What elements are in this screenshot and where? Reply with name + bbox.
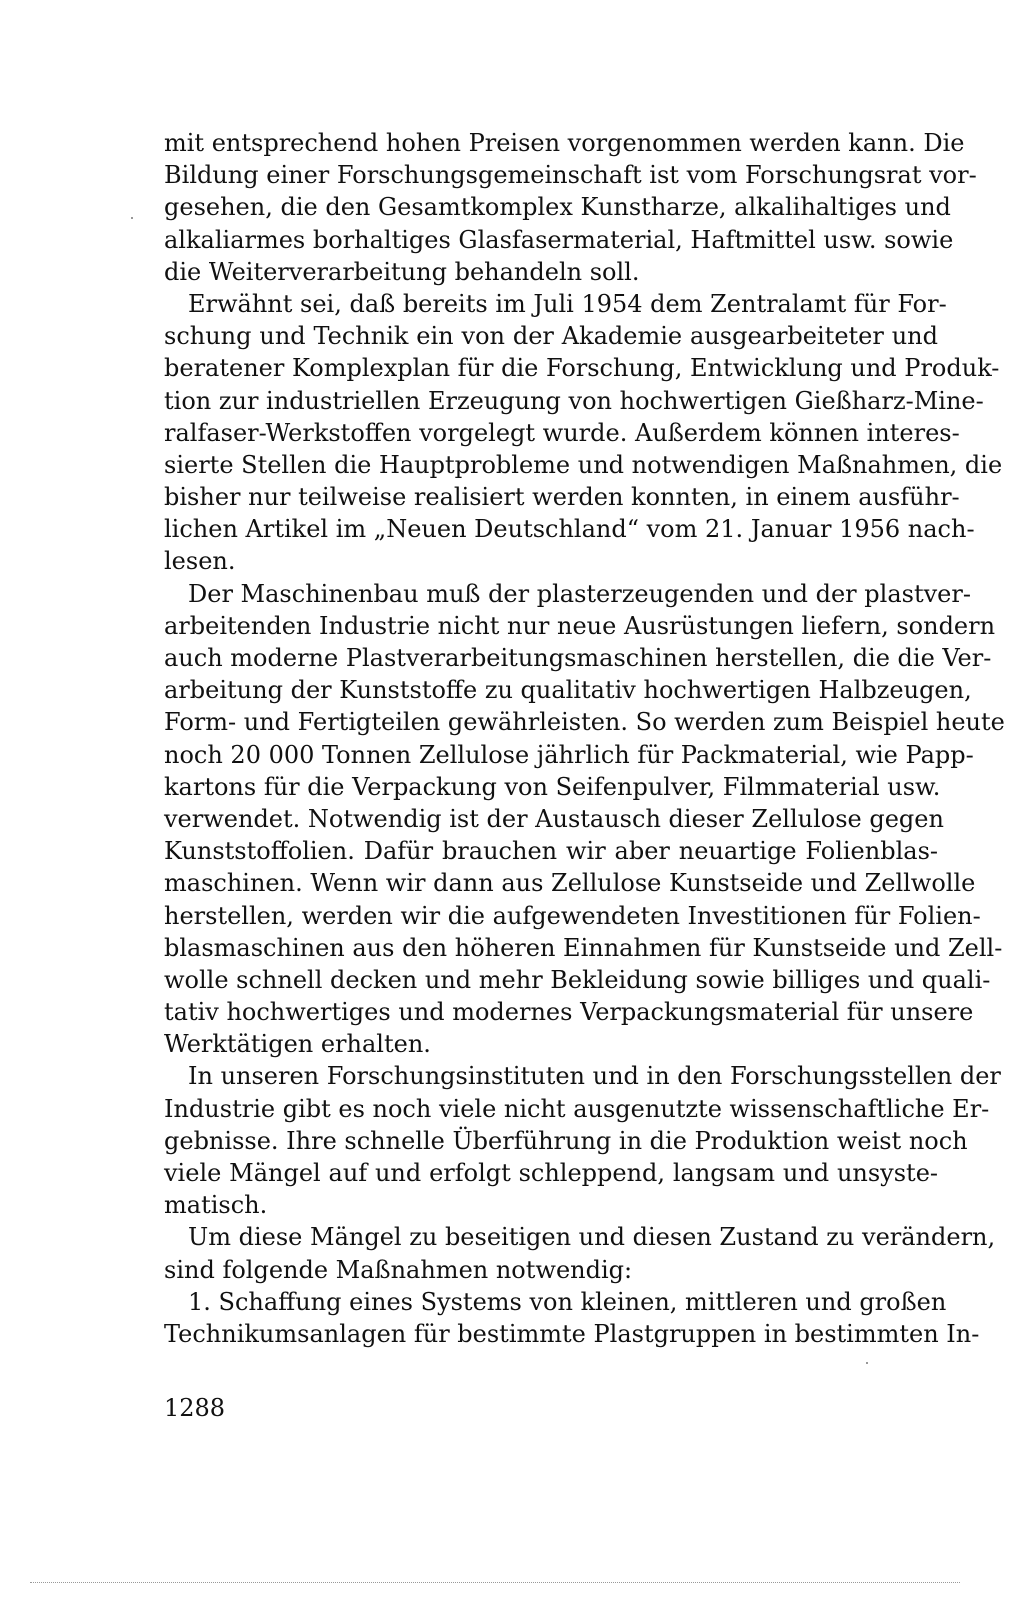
text-line: sind folgende Maßnahmen notwendig: [164,1255,633,1284]
text-line: verwendet. Notwendig ist der Austausch dieser Zellulose gegen [164,804,944,833]
text-line: In unseren Forschungsinstituten und in den Forschungsstellen der [188,1062,1001,1091]
paragraph [164,1060,1001,1221]
text-line: noch 20 000 Tonnen Zellulose jährlich für Packmaterial, wie Papp- [164,740,974,769]
text-line: schung und Technik ein von der Akademie ausgearbeiteter und [164,322,938,351]
text-line: tion zur industriellen Erzeugung von hochwertigen Gießharz-Mine- [164,386,984,415]
body-text [164,127,1005,1350]
text-line: gebnisse. Ihre schnelle Überführung in die Produktion weist noch [164,1126,968,1155]
scan-edge [30,1582,960,1583]
paragraph [164,288,1003,578]
paragraph [164,127,977,288]
text-line: tativ hochwertiges und modernes Verpackungsmaterial für unsere [164,998,974,1027]
text-line: herstellen, werden wir die aufgewendeten Investitionen für Folien- [164,901,981,930]
text-line: alkaliarmes borhaltiges Glasfasermaterial, Haftmittel usw. sowie [164,225,954,254]
text-line: blasmaschinen aus den höheren Einnahmen für Kunstseide und Zell- [164,933,1003,962]
margin-mark [131,217,133,219]
text-line: matisch. [164,1191,268,1220]
text-line: bisher nur teilweise realisiert werden konnten, in einem ausführ- [164,483,960,512]
text-line: Industrie gibt es noch viele nicht ausgenutzte wissenschaftliche Er- [164,1094,990,1123]
text-line: auch moderne Plastverarbeitungsmaschinen herstellen, die die Ver- [164,644,992,672]
text-line: gesehen, die den Gesamtkomplex Kunstharze, alkalihaltiges und [164,193,951,222]
page-number: 1288 [164,1394,226,1422]
text-line: lichen Artikel im „Neuen Deutschland“ vom 21. Januar 1956 nach- [164,515,975,544]
paragraph [164,578,1005,1061]
text-line: lesen. [164,547,236,576]
margin-mark [866,1362,868,1364]
text-line: Kunststoffolien. Dafür brauchen wir aber neuartige Folienblas- [164,837,938,866]
text-line: Technikumsanlagen für bestimmte Plastgruppen in bestimmten In- [164,1319,980,1348]
text-line: kartons für die Verpackung von Seifenpulver, Filmmaterial usw. [164,772,941,801]
text-line: beratener Komplexplan für die Forschung, Entwicklung und Produk- [164,354,1000,383]
text-line: ralfaser-Werkstoffen vorgelegt wurde. Außerdem können interes- [164,418,960,447]
text-line: die Weiterverarbeitung behandeln soll. [164,257,640,286]
text-line: wolle schnell decken und mehr Bekleidung sowie billiges und quali- [164,965,991,994]
paragraph [164,1286,980,1350]
text-line: Um diese Mängel zu beseitigen und diesen Zustand zu verändern, [188,1223,996,1252]
text-line: maschinen. Wenn wir dann aus Zellulose Kunstseide und Zellwolle [164,869,976,898]
text-line: Bildung einer Forschungsgemeinschaft ist vom Forschungsrat vor- [164,161,977,190]
text-line: arbeitenden Industrie nicht nur neue Ausrüstungen liefern, sondern [164,611,996,640]
text-line: sierte Stellen die Hauptprobleme und notwendigen Maßnahmen, die [164,450,1003,479]
text-line: Erwähnt sei, daß bereits im Juli 1954 dem Zentralamt für For- [188,289,947,318]
paragraph [164,1221,996,1285]
text-line: Werktätigen erhalten. [164,1030,431,1059]
text-line: mit entsprechend hohen Preisen vorgenommen werden kann. Die [164,129,965,157]
text-line: 1. Schaffung eines Systems von kleinen, mittleren und großen [188,1287,947,1316]
text-line: viele Mängel auf und erfolgt schleppend, langsam und unsyste- [164,1159,938,1187]
text-line: Der Maschinenbau muß der plasterzeugenden und der plastver- [188,579,971,608]
text-line: arbeitung der Kunststoffe zu qualitativ hochwertigen Halbzeugen, [164,676,972,705]
text-line: Form- und Fertigteilen gewährleisten. So werden zum Beispiel heute [164,708,1005,737]
